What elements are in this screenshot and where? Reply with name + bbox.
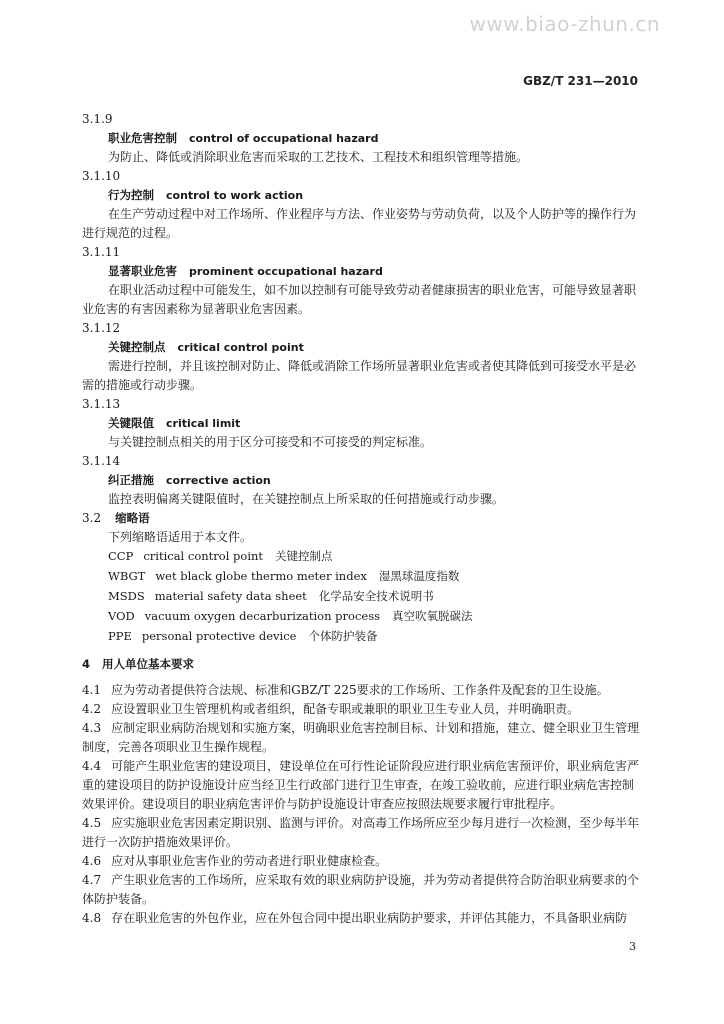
clause-text: 存在职业危害的外包作业，应在外包合同中提出职业病防护要求，并评估其能力，不具备职业病防 — [111, 911, 628, 925]
chapter-4-clauses — [82, 681, 642, 928]
term-3-1-10 — [82, 167, 642, 243]
abbr-en: vacuum oxygen decarburization process — [144, 609, 381, 623]
clause-text: 可能产生职业危害的建设项目，建设单位在可行性论证阶段应进行职业病危害预评价，职业病危害严重的建设项目的防护设施设计应当经卫生行政部门进行卫生审查，在竣工验收前，应进行职业病危害控制效果评价。建设项目的职业病危害评价与防护设施设计审查应按照法规要求履行审批程序。 — [82, 759, 640, 811]
term-definition: 需进行控制，并且该控制对防止、降低或消除工作场所显著职业危害或者使其降低到可接受水平是必需的措施或行动步骤。 — [82, 359, 637, 392]
abbr-en: critical control point — [143, 549, 264, 563]
chapter-heading — [82, 655, 642, 681]
section-title: 缩略语 — [115, 511, 150, 525]
clause-4-7 — [82, 871, 642, 909]
term-en: control to work action — [166, 189, 304, 202]
abbr-zh: 个体防护装备 — [308, 629, 378, 643]
term-definition: 与关键控制点相关的用于区分可接受和不可接受的判定标准。 — [108, 435, 433, 449]
clause-number: 4.6 — [82, 854, 102, 868]
term-number: 3.1.9 — [82, 112, 113, 126]
clause-number: 4.5 — [82, 816, 102, 830]
term-definition: 为防止、降低或消除职业危害而采取的工艺技术、工程技术和组织管理等措施。 — [108, 150, 529, 164]
section-number: 3.2 — [82, 511, 102, 525]
clause-number: 4.7 — [82, 873, 102, 887]
standard-code: GBZ/T 231—2010 — [523, 74, 638, 88]
term-zh: 纠正措施 — [108, 473, 154, 487]
chapter-number: 4 — [82, 657, 91, 671]
clause-text: 应实施职业危害因素定期识别、监测与评价。对高毒工作场所应至少每月进行一次检测，至少每半年进行一次防护措施效果评价。 — [82, 816, 640, 849]
term-definition: 在生产劳动过程中对工作场所、作业程序与方法、作业姿势与劳动负荷，以及个人防护等的操作行为进行规范的过程。 — [82, 207, 637, 240]
term-en: prominent occupational hazard — [189, 265, 383, 278]
term-3-1-13 — [82, 395, 642, 452]
term-definition: 在职业活动过程中可能发生，如不加以控制有可能导致劳动者健康损害的职业危害，可能导致显著职业危害的有害因素称为显著职业危害因素。 — [82, 283, 637, 316]
clause-4-5 — [82, 814, 642, 852]
clause-text: 产生职业危害的工作场所，应采取有效的职业病防护设施，并为劳动者提供符合防治职业病要求的个体防护装备。 — [82, 873, 640, 906]
term-3-1-9 — [82, 110, 642, 167]
abbr-code: CCP — [108, 549, 134, 563]
clause-number: 4.4 — [82, 759, 102, 773]
clause-4-4 — [82, 757, 642, 814]
abbr-code: PPE — [108, 629, 132, 643]
abbreviation-item — [82, 587, 642, 607]
term-number: 3.1.10 — [82, 169, 121, 183]
term-en: corrective action — [166, 474, 271, 487]
term-number: 3.1.12 — [82, 321, 121, 335]
page-number: 3 — [629, 940, 636, 953]
watermark: www.biao-zhun.cn — [469, 12, 660, 36]
abbr-code: MSDS — [108, 589, 145, 603]
abbr-zh: 湿黑球温度指数 — [378, 569, 460, 583]
term-number: 3.1.13 — [82, 397, 121, 411]
abbreviations-intro: 下列缩略语适用于本文件。 — [108, 530, 253, 544]
term-3-1-14 — [82, 452, 642, 509]
clause-number: 4.8 — [82, 911, 102, 925]
term-heading — [82, 471, 642, 490]
term-heading — [82, 186, 642, 205]
term-en: critical limit — [166, 417, 241, 430]
clause-number: 4.3 — [82, 721, 102, 735]
clause-4-6 — [82, 852, 642, 871]
term-heading — [82, 414, 642, 433]
term-heading — [82, 338, 642, 357]
clause-4-1 — [82, 681, 642, 700]
term-zh: 职业危害控制 — [108, 131, 177, 145]
abbreviation-item — [82, 607, 642, 627]
clause-text: 应对从事职业危害作业的劳动者进行职业健康检查。 — [111, 854, 388, 868]
abbr-en: wet black globe thermo meter index — [155, 569, 367, 583]
clause-text: 应设置职业卫生管理机构或者组织，配备专职或兼职的职业卫生专业人员，并明确职责。 — [111, 702, 580, 716]
term-number: 3.1.14 — [82, 454, 121, 468]
clause-text: 应为劳动者提供符合法规、标准和GBZ/T 225要求的工作场所、工作条件及配套的卫生设施。 — [111, 683, 609, 697]
term-en: control of occupational hazard — [189, 132, 379, 145]
abbr-en: personal protective device — [141, 629, 297, 643]
abbreviation-item — [82, 547, 642, 567]
clause-text: 应制定职业病防治规划和实施方案，明确职业危害控制目标、计划和措施，建立、健全职业卫生管理制度，完善各项职业卫生操作规程。 — [82, 721, 640, 754]
term-zh: 显著职业危害 — [108, 264, 177, 278]
abbreviation-item — [82, 567, 642, 587]
abbr-zh: 真空吹氧脱碳法 — [392, 609, 473, 623]
term-en: critical control point — [177, 341, 304, 354]
document-body — [82, 110, 642, 928]
clause-number: 4.1 — [82, 683, 102, 697]
abbr-en: material safety data sheet — [154, 589, 307, 603]
term-zh: 行为控制 — [108, 188, 154, 202]
clause-4-8 — [82, 909, 642, 928]
abbreviation-item — [82, 627, 642, 647]
abbr-zh: 化学品安全技术说明书 — [318, 589, 434, 603]
term-number: 3.1.11 — [82, 245, 121, 259]
clause-4-3 — [82, 719, 642, 757]
abbreviations-section — [82, 509, 642, 647]
term-definition: 监控表明偏离关键限值时，在关键控制点上所采取的任何措施或行动步骤。 — [108, 492, 505, 506]
term-zh: 关键限值 — [108, 416, 154, 430]
abbr-zh: 关键控制点 — [275, 549, 333, 563]
term-zh: 关键控制点 — [108, 340, 166, 354]
clause-number: 4.2 — [82, 702, 102, 716]
term-heading — [82, 262, 642, 281]
term-heading — [82, 129, 642, 148]
term-3-1-11 — [82, 243, 642, 319]
section-heading — [82, 509, 642, 528]
abbr-code: WBGT — [108, 569, 146, 583]
chapter-title: 用人单位基本要求 — [102, 657, 195, 671]
term-3-1-12 — [82, 319, 642, 395]
abbr-code: VOD — [108, 609, 135, 623]
clause-4-2 — [82, 700, 642, 719]
